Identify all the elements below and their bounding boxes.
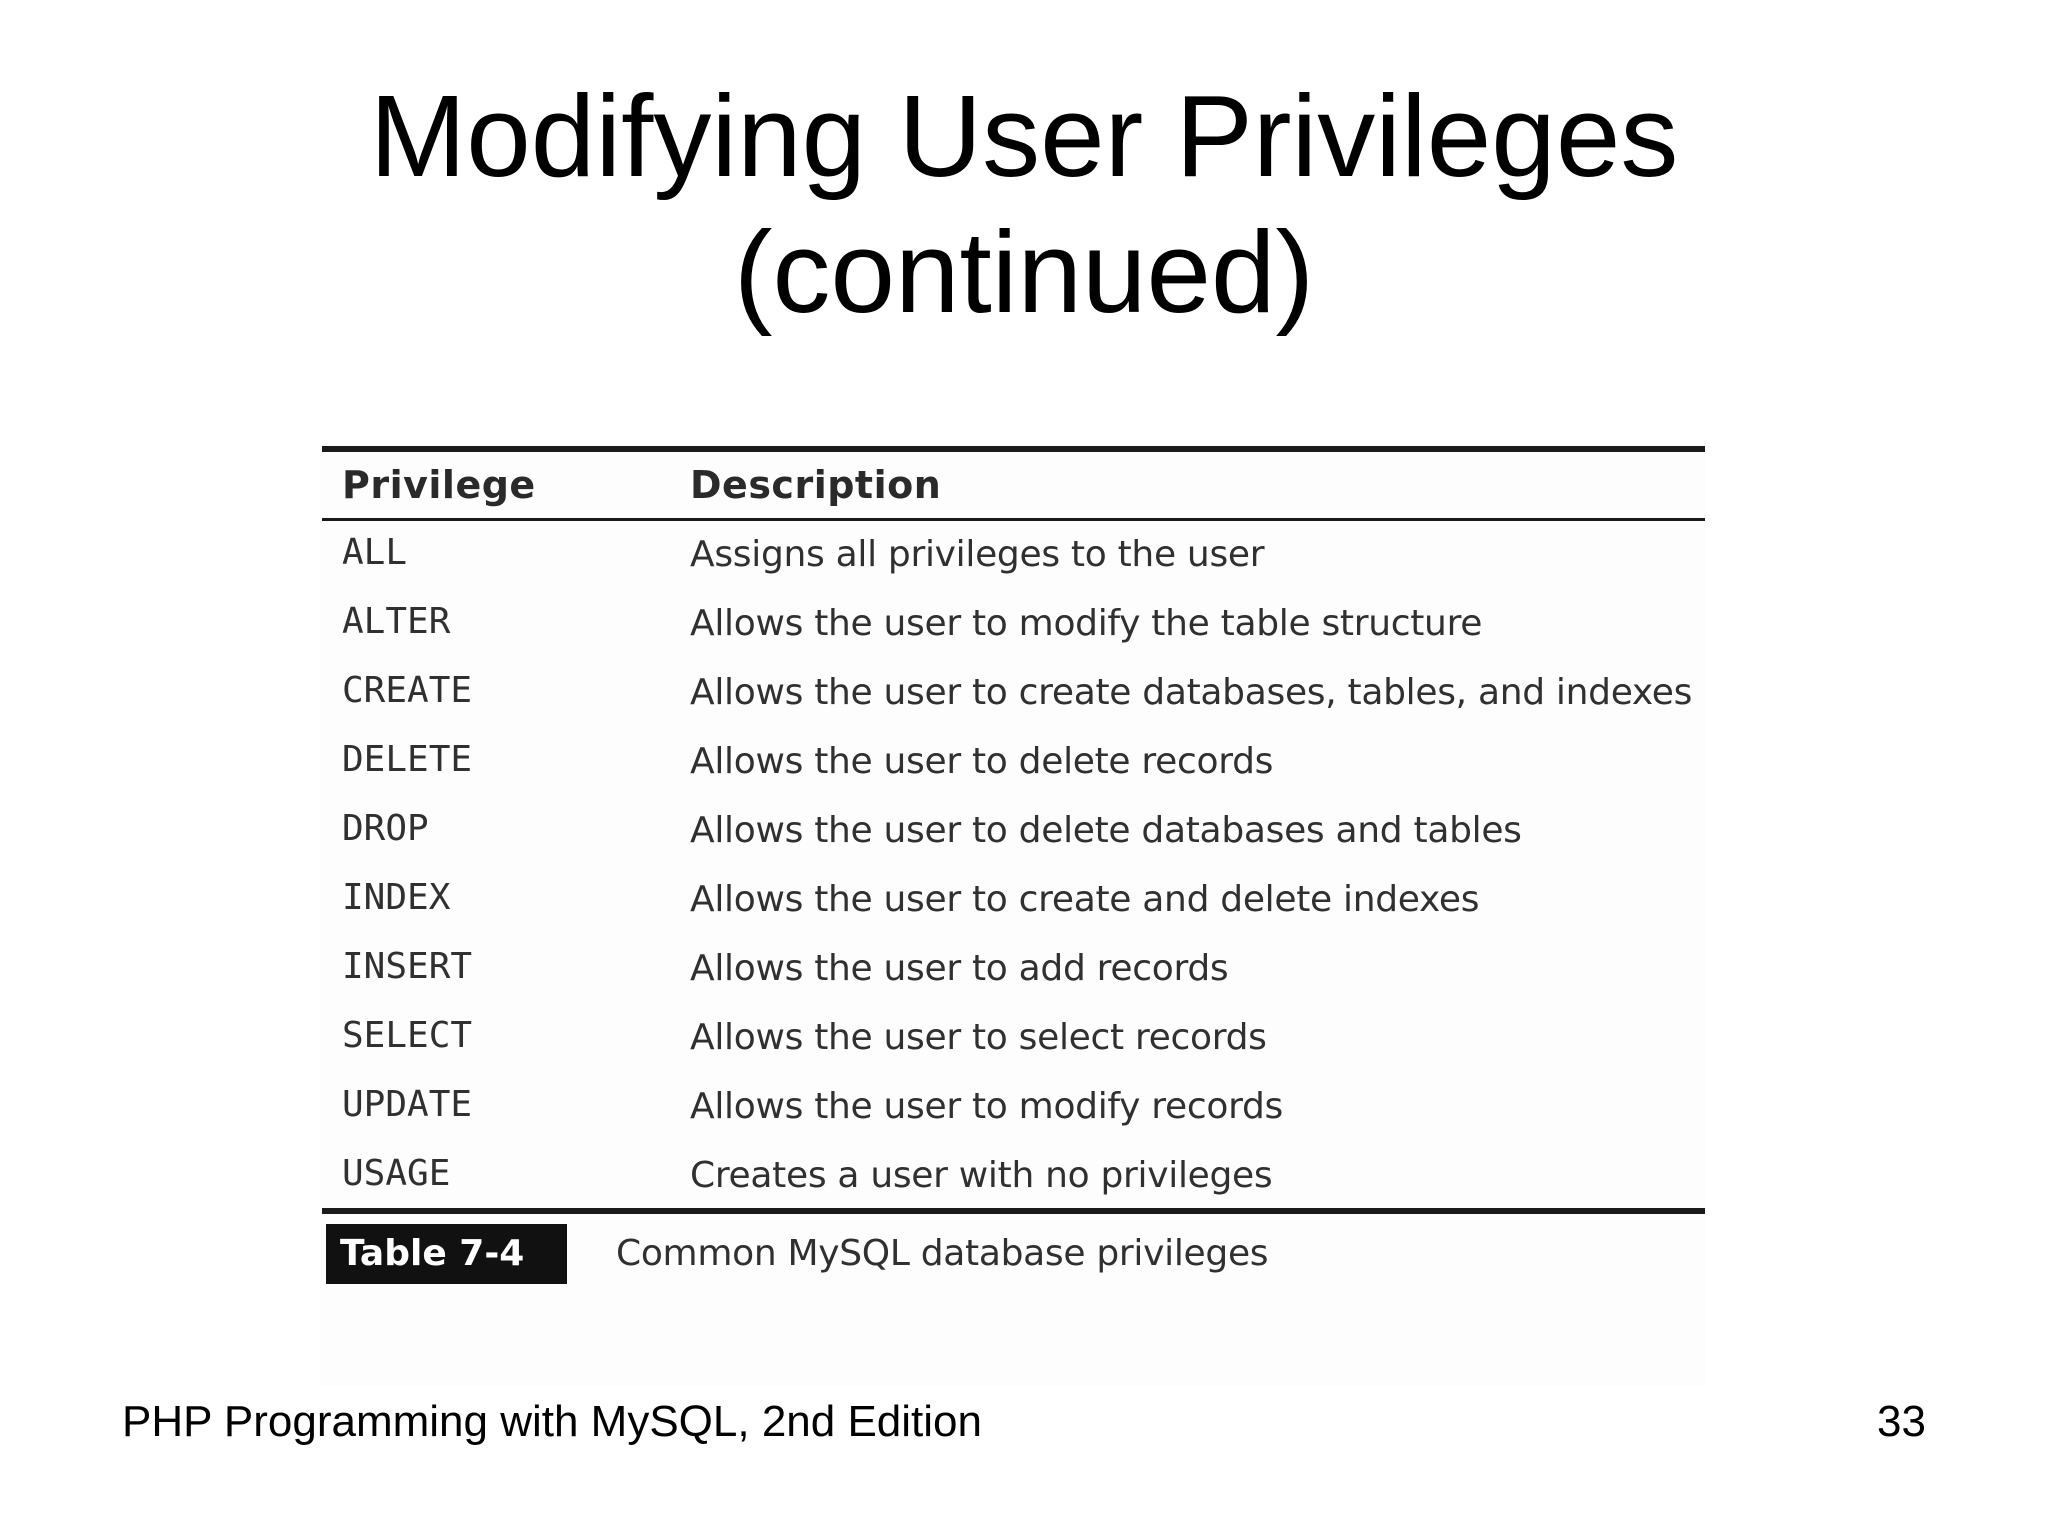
privilege-cell: ALTER [342,601,451,642]
table-row [320,871,1705,940]
description-cell: Allows the user to modify records [690,1086,1283,1127]
privilege-cell: SELECT [342,1015,473,1056]
table-caption-label: Table 7-4 [326,1224,567,1284]
privilege-cell: INSERT [342,946,473,987]
privilege-cell: ALL [342,532,408,573]
slide-title-line-1: Modifying User Privileges [369,71,1679,201]
slide-title [0,68,2048,340]
privilege-cell: DROP [342,808,429,849]
table-row [320,1009,1705,1078]
table-row [320,940,1705,1009]
privileges-table-figure [320,446,1705,1386]
table-top-rule [322,446,1705,452]
column-header-description: Description [690,463,942,507]
privilege-cell: DELETE [342,739,473,780]
description-cell: Assigns all privileges to the user [690,534,1265,575]
table-row [320,733,1705,802]
table-row [320,1078,1705,1147]
table-row [320,802,1705,871]
description-cell: Creates a user with no privileges [690,1155,1273,1196]
table-row [320,664,1705,733]
description-cell: Allows the user to create and delete indexes [690,879,1480,920]
table-row [320,526,1705,595]
table-row [320,595,1705,664]
slide-title-line-2: (continued) [733,207,1315,337]
table-caption-text: Common MySQL database privileges [616,1233,1269,1274]
column-header-privilege: Privilege [342,463,536,507]
description-cell: Allows the user to select records [690,1017,1267,1058]
privilege-cell: INDEX [342,877,451,918]
table-header-rule [322,518,1705,521]
privilege-cell: UPDATE [342,1084,473,1125]
description-cell: Allows the user to create databases, tables, and indexes [690,672,1693,713]
table-body [320,526,1705,1216]
description-cell: Allows the user to delete databases and tables [690,810,1522,851]
table-row [320,1147,1705,1216]
description-cell: Allows the user to add records [690,948,1229,989]
description-cell: Allows the user to modify the table structure [690,603,1483,644]
privilege-cell: CREATE [342,670,473,711]
description-cell: Allows the user to delete records [690,741,1274,782]
privilege-cell: USAGE [342,1153,451,1194]
footer-page-number: 33 [1877,1397,1926,1446]
footer-book-title: PHP Programming with MySQL, 2nd Edition [122,1397,982,1446]
table-bottom-rule [322,1208,1705,1214]
